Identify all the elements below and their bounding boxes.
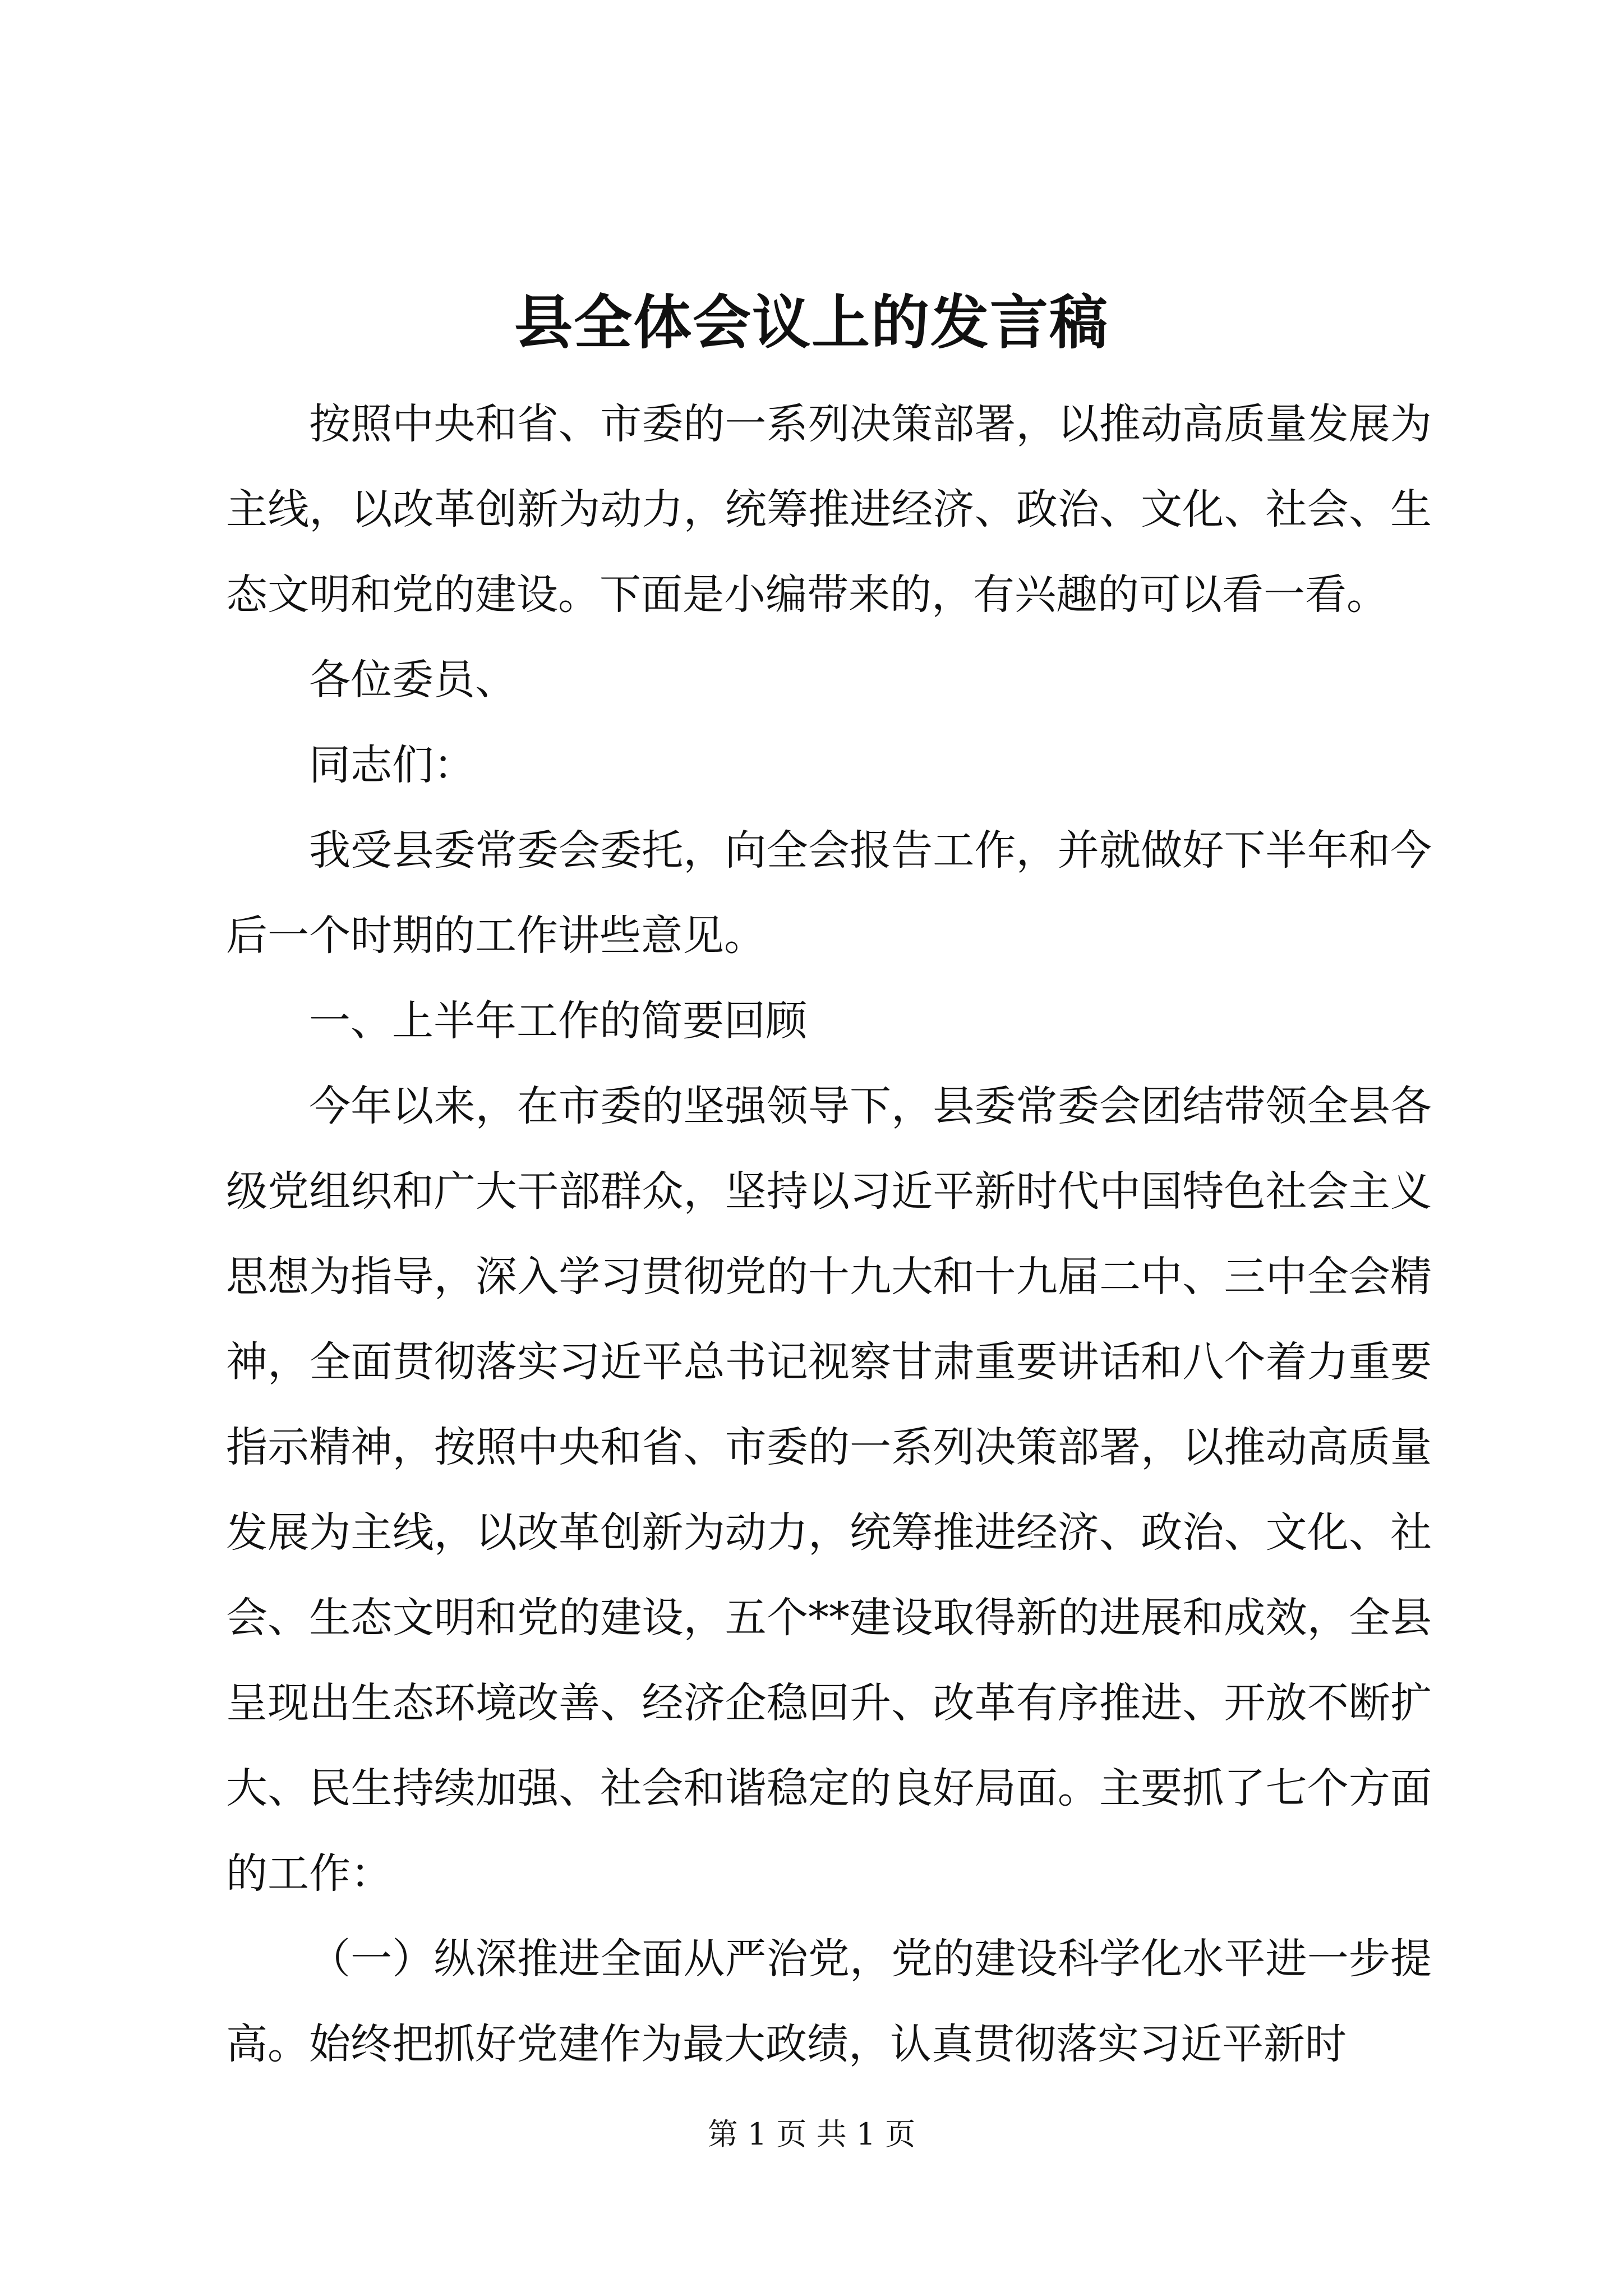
paragraph-report-purpose: 我受县委常委会委托，向全会报告工作，并就做好下半年和今后一个时期的工作讲些意见。 <box>226 826 1432 960</box>
paragraph-subsection-1: （一）纵深推进全面从严治党，党的建设科学化水平进一步提高。始终把抓好党建作为最大政绩，认真贯彻落实习近平新时 <box>226 1935 1432 2068</box>
paragraph-salutation-comrades: 同志们： <box>309 741 475 789</box>
document-title: 县全体会议上的发言稿 <box>514 288 1109 357</box>
section-heading-1: 一、上半年工作的简要回顾 <box>309 997 807 1045</box>
paragraph-salutation-members: 各位委员、 <box>309 656 517 704</box>
document-body <box>226 381 1432 2087</box>
paragraph-review: 今年以来，在市委的坚强领导下，县委常委会团结带领全县各级党组织和广大干部群众，坚持以习近平新时代中国特色社会主义思想为指导，深入学习贯彻党的十九大和十九届二中、三中全会精神，全面贯彻落实习近平总书记视察甘肃重要讲话和八个着力重要指示精神，按照中央和省、市委的一系列决策部署，以推动高质量发展为主线，以改革创新为动力，统筹推进经济、政治、文化、社会、生态文明和党的建设，五个**建设取得新的进展和成效，全县呈现出生态环境改善、经济企稳回升、改革有序推进、开放不断扩大、民生持续加强、社会和谐稳定的良好局面。主要抓了七个方面的工作： <box>226 1082 1432 1898</box>
paragraph-intro: 按照中央和省、市委的一系列决策部署，以推动高质量发展为主线，以改革创新为动力，统筹推进经济、政治、文化、社会、生态文明和党的建设。下面是小编带来的，有兴趣的可以看一看。 <box>226 400 1432 619</box>
page-footer: 第 1 页 共 1 页 <box>707 2116 916 2152</box>
